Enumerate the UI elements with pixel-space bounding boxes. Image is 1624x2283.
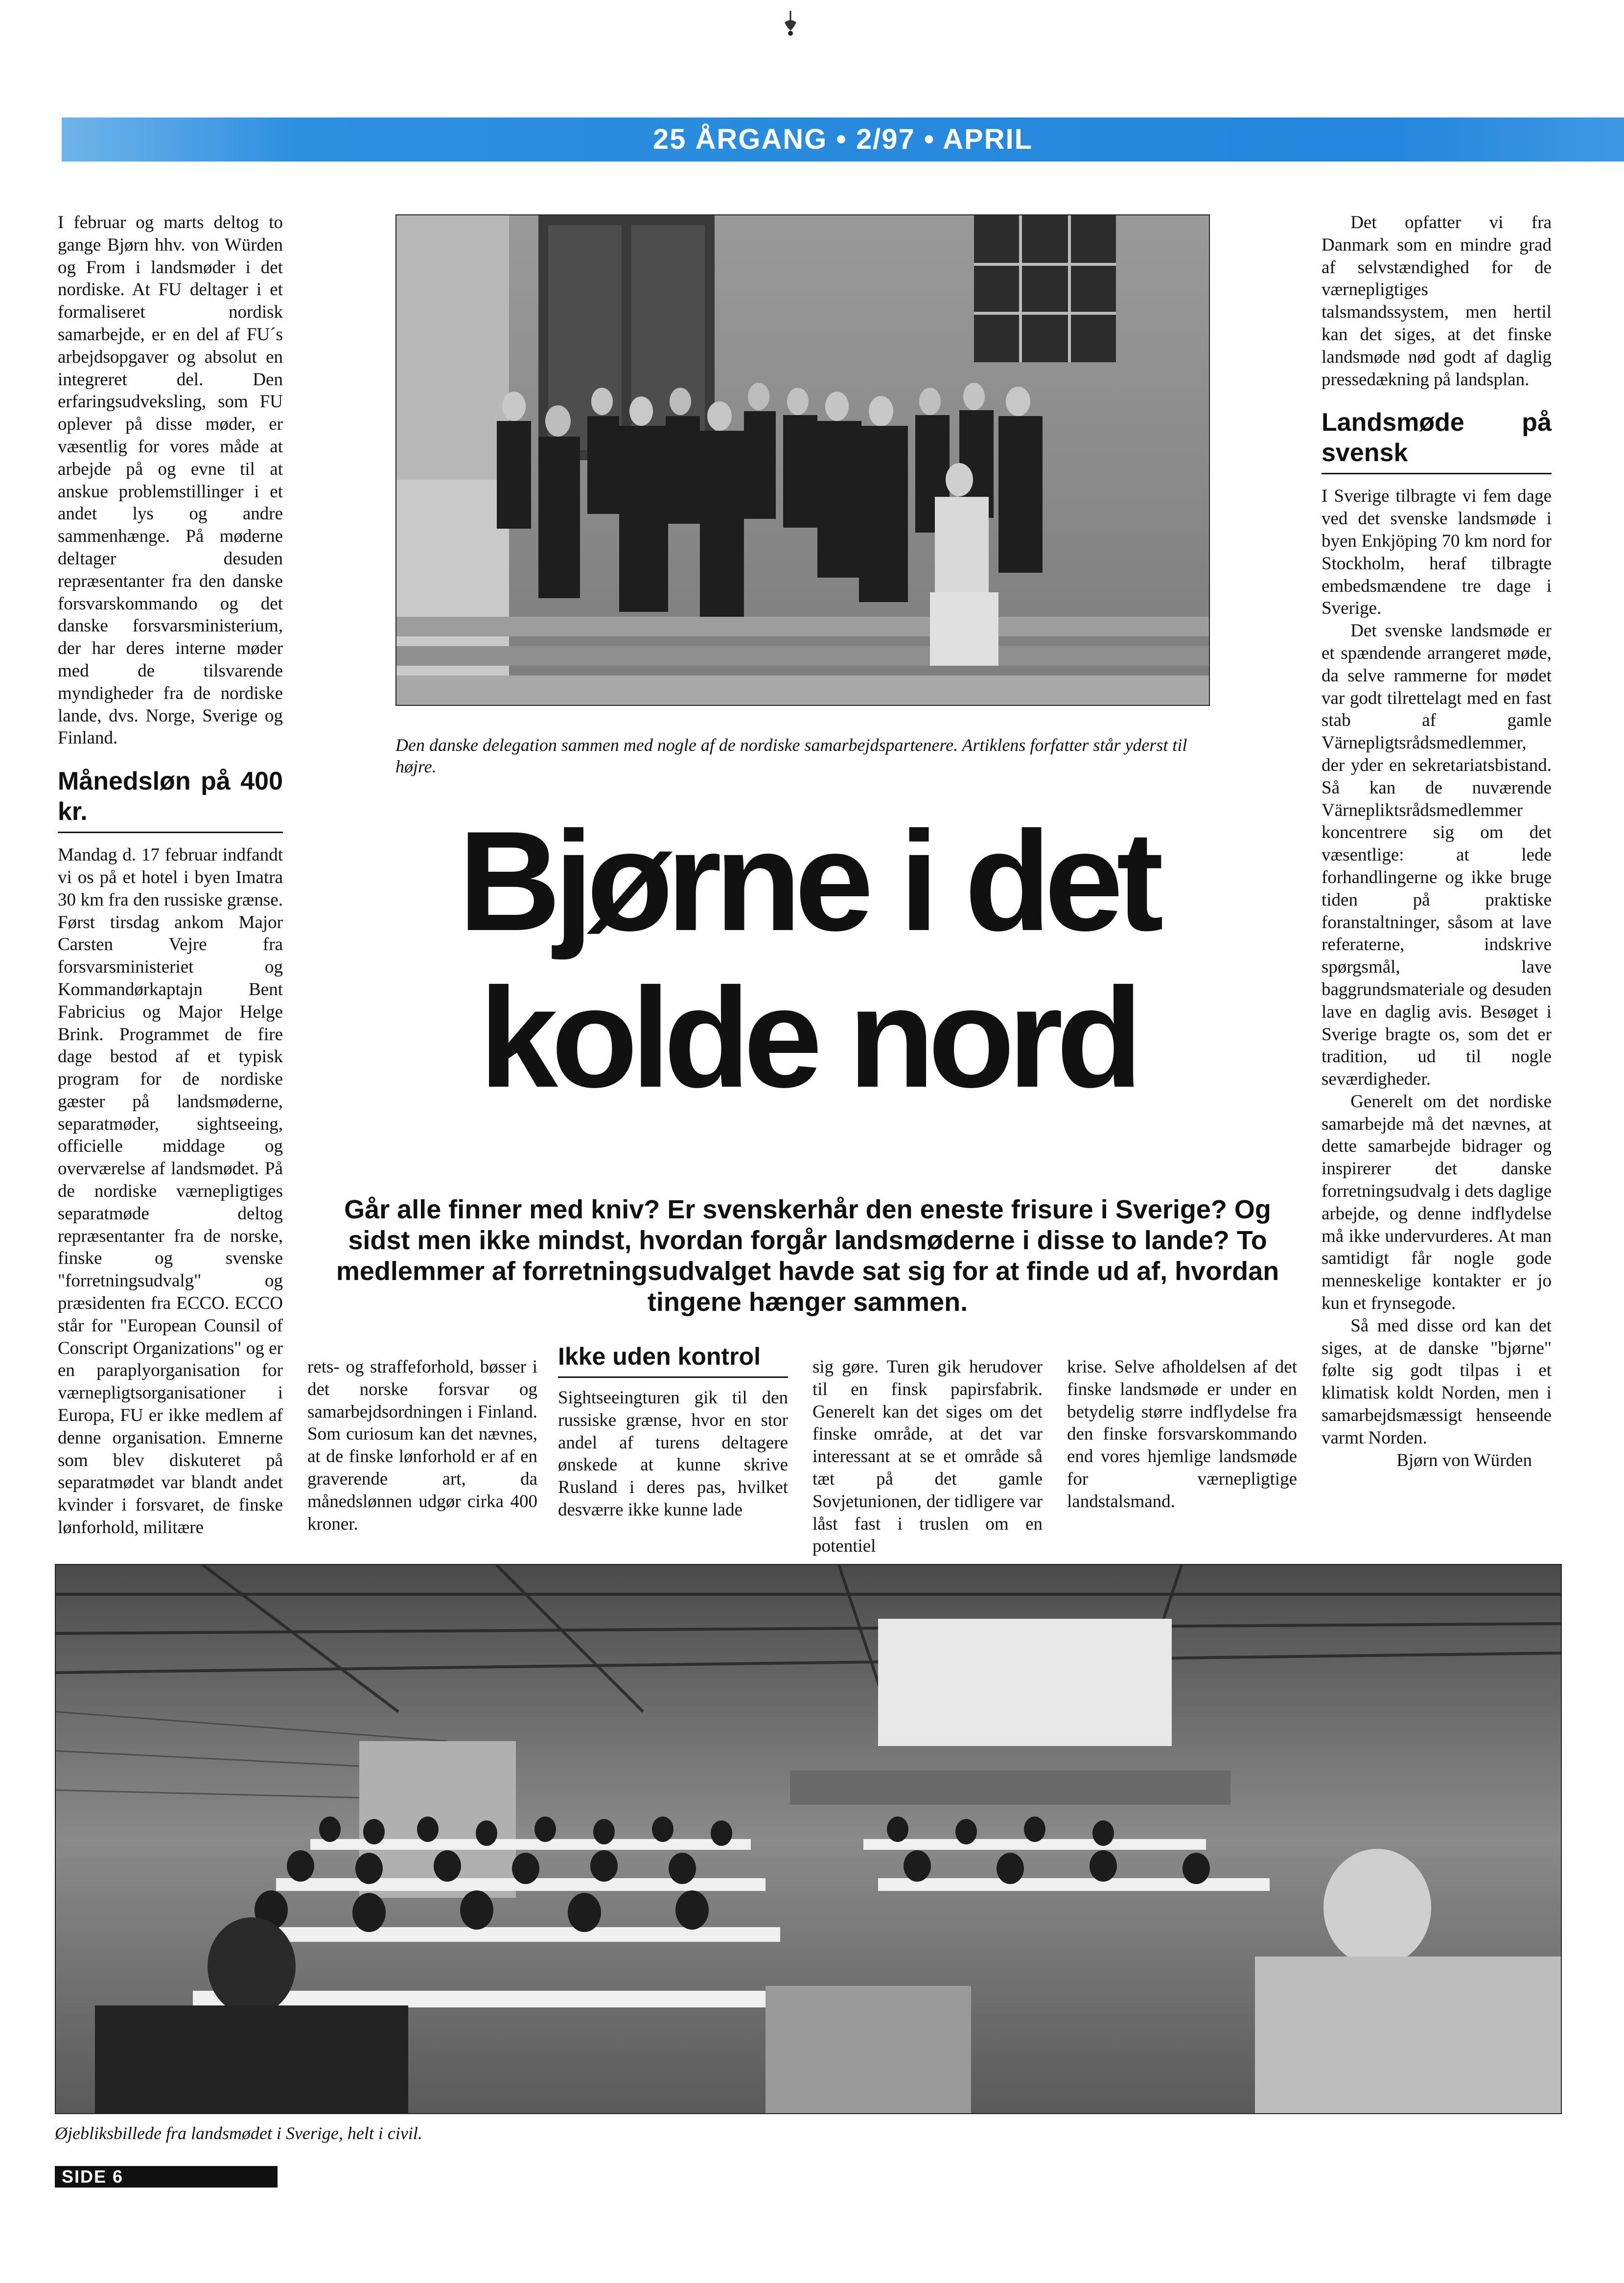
subhead-landsmode-svensk: Landsmøde på svensk [1322,407,1552,474]
right-p3: Generelt om det nordiske samarbejde må det nævnes, at dette samarbejde bidrager og inspirerer det danske forretningsudvalg i dets daglige arbejde, og denne indflydelse må ikke undervurderes. At man samtidigt får nogle gode menneskelige kontakter er jo kun et frynsegode. [1322,1091,1552,1314]
conference-photo-caption: Øjebliksbillede fra landsmødet i Sverige, helt i civil. [55,2123,422,2143]
middle-column-4 [1067,1356,1297,1513]
middle-column-3 [812,1356,1043,1558]
headline-line2: kolde nord [479,958,1137,1117]
right-intro: Det opfatter vi fra Danmark som en mindre grad af selvstændighed for de værnepligtiges talsmandssystem, men hertil kan det siges, at det finske landsmøde nød godt af daglig pressedækning på landsplan. [1322,212,1552,390]
byline: Bjørn von Würden [1396,1450,1532,1470]
right-p2: Det svenske landsmøde er et spændende arrangeret møde, da selve rammerne for mødet var godt tilrettelagt med en fast stab af gamle Värnepligtsrådsmedlemmer, der yder en sekretariatsbistand. Så kan de nuværende Värnepliktsrådsmedlemmer koncentrere sig om det væsentlige: at lede forhandlingerne og ikke bruge tiden på praktiske foranstaltninger, såsom at lave referaterne, indskrive spørgsmål, lave baggrundsmateriale og desuden lave en daglig avis. Besøget i Sverige bragte os, som det er tradition, ud til nogle seværdigheder. [1322,621,1552,1090]
deck: Går alle finner med kniv? Er svenskerhår den eneste frisure i Sverige? Og sidst men ikke mindst, hvordan forgår landsmøderne i disse to lande? To medlemmer af forretningsudvalget havde sat sig for at finde ud af, hvordan tingene hænger sammen. [336,1195,1279,1317]
delegation-photo-image [396,215,1209,705]
left-body: Mandag d. 17 februar indfandt vi os på et hotel i byen Imatra 30 km fra den russiske grænse. Først tirsdag ankom Major Carsten Vejre fra forsvarsministeriet og Kommandørkaptajn Bent Fabricius og Major Helge Brink. Programmet de fire dage bestod af et typisk program for de nordiske gæster på landsmøderne, separatmøder, sightseeing, officielle middage og overværelse af landsmødet. På de nordiske værnepligtiges separatmøde deltog repræsentanter fra de norske, finske og svenske "forretningsudvalg" og præsidenten fra ECCO. ECCO står for "European Counsil of Conscript Organizations" og er en paraplyorganisation for værnepligtsorganisationer i Europa, FU er ikke medlem af denne organisation. Emnerne som blev diskuteret på separatmødet var blandt andet kvinder i forsvaret, de finske lønforhold, militære [58,845,283,1538]
mid-col4-text: krise. Selve afholdelsen af det finske landsmøde er under en betydelig større indflydelse fra den finske forsvarskommando end vores hjemlige landsmøde for værnepligtige landstalsmand. [1067,1357,1297,1512]
delegation-photo [395,214,1210,706]
delegation-photo-caption: Den danske delegation sammen med nogle af de nordiske samarbejdspartenere. Artiklens forfatter står yderst til højre. [395,735,1187,776]
right-column [1322,211,1552,1471]
issue-label: 25 ÅRGANG • 2/97 • APRIL [652,123,1033,155]
subhead-manedslon: Månedsløn på 400 kr. [58,766,283,833]
left-intro: I februar og marts deltog to gange Bjørn hhv. von Würden og From i landsmøder i det nordiske. At FU deltager i et formaliseret nordisk samarbejde, er en del af FU´s arbejdsopgaver og absolut en integreret del. Den erfaringsudveksling, som FU oplever på disse møder, er væsentlig for vores måde at arbejde på og evne til at anskue problemstillinger i et andet lys og andre sammenhænge. På møderne deltager desuden repræsentanter fra den danske forsvarskommando og det danske forsvarsministerium, der har deres interne møder med de tilsvarende myndigheder fra de nordiske lande, dvs. Norge, Sverige og Finland. [58,212,283,748]
logo-icon [781,9,800,38]
page-number-bar [55,2166,278,2188]
headline-line1: Bjørne i det [458,802,1157,960]
headline [392,803,1224,1116]
right-p4: Så med disse ord kan det siges, at de danske "bjørne" følte sig godt tilpas i et klimatisk koldt Norden, men i samarbejdsmæssigt henseende varmt Norden. [1322,1315,1552,1448]
conference-photo-image [56,1565,1561,2113]
subhead-ikke-uden-kontrol: Ikke uden kontrol [558,1341,788,1378]
middle-column-2 [558,1341,788,1521]
conference-photo [55,1564,1562,2114]
left-column [58,211,283,1539]
page-number: SIDE 6 [62,2167,124,2187]
mid-col3-text: sig gøre. Turen gik herudover til en finsk papirsfabrik. Generelt kan det siges om det finske område, at det var interessant at se et område så tæt på det gamle Sovjetunionen, der tidligere var låst fast i truslen om en potentiel [812,1357,1043,1557]
issue-banner [62,117,1624,162]
middle-column-1 [307,1356,537,1535]
mid-col2-text: Sightseeingturen gik til den russiske grænse, hvor en stor andel af turens deltagere ønskede at kunne skrive Rusland i deres pas, hvilket desværre ikke kunne lade [558,1388,788,1520]
mid-col1-text: rets- og straffeforhold, bøsser i det norske forsvar og samarbejdsordningen i Finland. Som curiosum kan det nævnes, at de finske lønforhold er af en graverende art, da månedslønnen udgør cirka 400 kroner. [307,1357,537,1534]
right-p1: I Sverige tilbragte vi fem dage ved det svenske landsmøde i byen Enkjöping 70 km nord for Stockholm, heraf tilbragte embedsmændene tre dage i Sverige. [1322,486,1552,619]
